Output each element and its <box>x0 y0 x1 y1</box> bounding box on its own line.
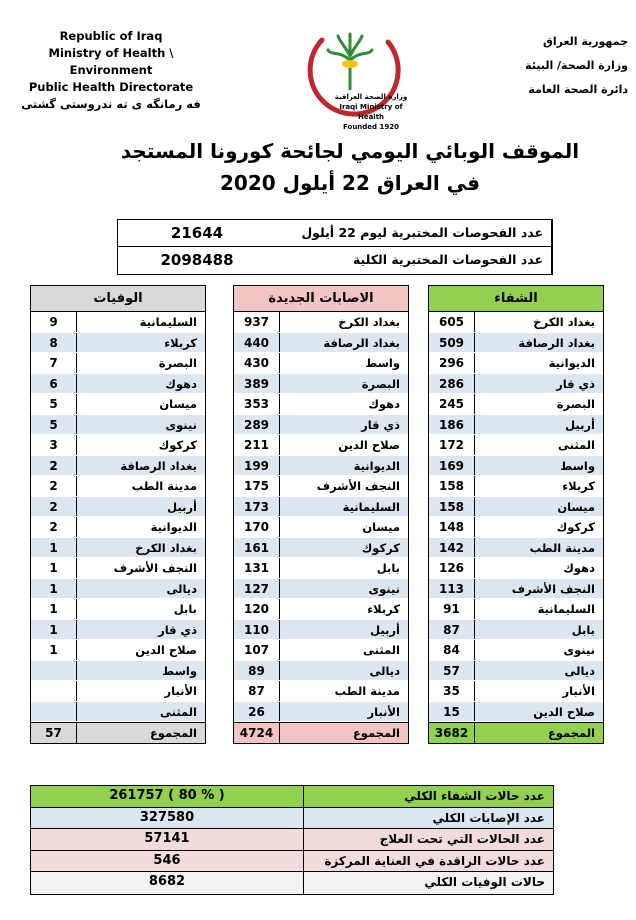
row-count: 937 <box>234 312 280 332</box>
title-line-1: الموقف الوبائي اليومي لجائحة كورونا المستجد <box>120 139 580 163</box>
row-governorate: النجف الأشرف <box>113 561 197 575</box>
header-line: Ministry of Health \ Environment <box>48 46 174 77</box>
row-governorate: نينوى <box>563 643 595 657</box>
table-row <box>31 517 205 538</box>
row-governorate: المثنى <box>558 438 595 452</box>
row-governorate: البصرة <box>556 397 595 411</box>
row-count: 173 <box>234 497 280 517</box>
summary-row <box>31 808 553 830</box>
table-row <box>234 620 408 641</box>
summary-row <box>31 829 553 851</box>
table-header: الشفاء <box>429 286 603 312</box>
table-row <box>429 558 603 579</box>
row-governorate: البصرة <box>158 356 197 370</box>
header-line: Public Health Directorate <box>28 80 194 94</box>
table-row <box>31 374 205 395</box>
row-count: 172 <box>429 435 475 455</box>
table-row <box>31 640 205 661</box>
table-row <box>234 333 408 354</box>
deaths-table <box>30 285 206 744</box>
row-governorate: واسط <box>560 458 595 473</box>
row-count: 158 <box>429 476 475 496</box>
table-header: الوفيات <box>31 286 205 312</box>
row-count: 211 <box>234 435 280 455</box>
table-row <box>31 476 205 497</box>
tests-table <box>117 219 553 275</box>
row-count: 440 <box>234 333 280 353</box>
row-governorate: الأنبار <box>367 704 400 719</box>
row-count: 2 <box>31 517 77 537</box>
row-governorate: ميسان <box>362 520 400 534</box>
table-row <box>31 435 205 456</box>
row-governorate: دهوك <box>563 561 595 575</box>
summary-value: 261757 ( 80 % ) <box>109 788 225 803</box>
row-count: 148 <box>429 517 475 537</box>
new-cases-table <box>233 285 409 744</box>
row-governorate: كركوك <box>361 540 400 555</box>
table-row <box>429 353 603 374</box>
row-governorate: مدينة الطب <box>131 479 197 493</box>
row-count: 87 <box>429 620 475 640</box>
table-row <box>31 620 205 641</box>
row-governorate: كركوك <box>556 520 595 534</box>
logo-caption-english: Iraqi Ministry of Health <box>339 103 403 121</box>
row-governorate: دهوك <box>165 376 197 391</box>
row-governorate: الأنبار <box>164 684 197 698</box>
table-row <box>429 538 603 559</box>
row-governorate: ميسان <box>159 397 197 411</box>
row-governorate: المثنى <box>160 704 197 719</box>
row-count: 1 <box>31 640 77 660</box>
table-row <box>234 702 408 723</box>
table-row <box>31 681 205 702</box>
row-governorate: بابل <box>376 561 400 575</box>
row-governorate: أربيل <box>370 622 400 637</box>
table-row <box>234 599 408 620</box>
tests-label: عدد الفحوصات المختبرية ليوم 22 أيلول <box>276 220 552 246</box>
row-count: 8 <box>31 333 77 353</box>
row-governorate: نينوى <box>165 417 197 432</box>
title-line-2: في العراق 22 أيلول 2020 <box>220 171 480 195</box>
table-row <box>429 394 603 415</box>
row-governorate: كربلاء <box>562 479 595 493</box>
table-row <box>429 620 603 641</box>
table-row <box>31 661 205 682</box>
row-governorate: أربيل <box>167 499 197 514</box>
tests-label: عدد الفحوصات المختبرية الكلية <box>276 247 552 274</box>
summary-label: عدد الحالات التي تحت العلاج <box>303 829 553 850</box>
total-label: المجموع <box>352 726 400 740</box>
row-governorate: ذي قار <box>361 417 400 432</box>
table-row <box>429 312 603 333</box>
row-count: 91 <box>429 599 475 619</box>
row-count: 35 <box>429 681 475 701</box>
table-row <box>31 415 205 436</box>
row-count: 1 <box>31 579 77 599</box>
header-english-block <box>6 28 216 113</box>
row-count: 3 <box>31 435 77 455</box>
table-row <box>429 476 603 497</box>
row-count: 84 <box>429 640 475 660</box>
table-row <box>429 435 603 456</box>
row-governorate: الديوانية <box>548 356 595 370</box>
summary-value: 8682 <box>148 874 186 889</box>
table-row <box>234 374 408 395</box>
row-count: 175 <box>234 476 280 496</box>
row-governorate: ديالى <box>166 581 197 596</box>
row-count: 161 <box>234 538 280 558</box>
row-count: 5 <box>31 415 77 435</box>
table-row <box>234 415 408 436</box>
table-row <box>31 599 205 620</box>
table-row <box>31 538 205 559</box>
table-row <box>429 599 603 620</box>
row-count: 1 <box>31 620 77 640</box>
table-row <box>31 579 205 600</box>
summary-value: 327580 <box>139 809 195 825</box>
row-governorate: الديوانية <box>150 520 197 534</box>
row-count: 120 <box>234 599 280 619</box>
row-governorate: مدينة الطب <box>334 684 400 698</box>
row-governorate: النجف الأشرف <box>511 581 595 596</box>
logo-caption-arabic: وزارة الصحة العراقية <box>334 93 408 101</box>
row-governorate: صلاح الدين <box>338 438 400 452</box>
header-line: وزارة الصحة/ البيئة <box>525 59 628 72</box>
row-governorate: ديالى <box>369 663 400 678</box>
table-row <box>234 394 408 415</box>
table-row <box>429 333 603 354</box>
row-count <box>31 681 77 701</box>
table-row <box>31 497 205 518</box>
table-row <box>234 661 408 682</box>
header-line: Republic of Iraq <box>59 29 163 43</box>
row-governorate: بغداد الرصافة <box>120 458 197 473</box>
row-count: 1 <box>31 599 77 619</box>
row-governorate: السليمانية <box>537 602 595 616</box>
row-count: 126 <box>429 558 475 578</box>
table-row <box>234 497 408 518</box>
row-count: 430 <box>234 353 280 373</box>
row-count: 158 <box>429 497 475 517</box>
table-row <box>234 456 408 477</box>
row-governorate: أربيل <box>565 417 595 432</box>
table-row <box>234 538 408 559</box>
table-row <box>31 312 205 333</box>
row-count: 7 <box>31 353 77 373</box>
table-row <box>429 415 603 436</box>
summary-table <box>30 785 554 895</box>
row-count: 1 <box>31 558 77 578</box>
table-row <box>429 681 603 702</box>
summary-row <box>31 786 553 808</box>
summary-value: 546 <box>153 852 181 868</box>
row-count: 296 <box>429 353 475 373</box>
summary-label: عدد حالات الراقدة في العناية المركزة <box>303 851 553 872</box>
summary-label: عدد الإصابات الكلي <box>303 808 553 829</box>
table-row <box>234 681 408 702</box>
summary-label: حالات الوفيات الكلي <box>303 872 553 894</box>
row-count: 186 <box>429 415 475 435</box>
summary-label: عدد حالات الشفاء الكلي <box>303 786 553 807</box>
total-label: المجموع <box>149 726 197 740</box>
row-governorate: بابل <box>571 622 595 637</box>
table-row <box>234 435 408 456</box>
row-count: 15 <box>429 702 475 722</box>
table-row <box>234 558 408 579</box>
row-governorate: ميسان <box>557 499 595 514</box>
table-row <box>234 312 408 333</box>
row-count: 57 <box>429 661 475 681</box>
row-count: 89 <box>234 661 280 681</box>
table-row <box>234 579 408 600</box>
row-count: 127 <box>234 579 280 599</box>
row-governorate: البصرة <box>361 376 400 391</box>
table-row <box>31 394 205 415</box>
table-total-row <box>429 722 603 743</box>
row-count <box>31 702 77 722</box>
tests-row-total <box>118 247 552 274</box>
table-row <box>429 517 603 538</box>
row-count: 87 <box>234 681 280 701</box>
row-count: 169 <box>429 456 475 476</box>
table-row <box>234 640 408 661</box>
total-count: 3682 <box>429 723 475 743</box>
table-row <box>234 353 408 374</box>
row-governorate: بغداد الكرخ <box>338 315 400 329</box>
row-count: 1 <box>31 538 77 558</box>
table-row <box>429 702 603 723</box>
row-count: 113 <box>429 579 475 599</box>
row-governorate: مدينة الطب <box>529 540 595 555</box>
header-line: فه رمانگه ى ته ندروستى گشتى <box>21 97 201 111</box>
table-row <box>429 640 603 661</box>
row-count: 286 <box>429 374 475 394</box>
summary-value: 57141 <box>144 831 190 846</box>
recoveries-table <box>428 285 604 744</box>
logo-caption-founded: Founded 1920 <box>343 123 399 131</box>
row-governorate: النجف الأشرف <box>316 479 400 493</box>
header-arabic-block <box>488 30 628 102</box>
header-line: دائرة الصحة العامة <box>528 83 628 96</box>
total-label: المجموع <box>547 726 595 740</box>
table-row <box>31 558 205 579</box>
row-governorate: المثنى <box>363 643 400 657</box>
row-count: 170 <box>234 517 280 537</box>
row-count: 353 <box>234 394 280 414</box>
table-row <box>31 353 205 374</box>
row-count: 131 <box>234 558 280 578</box>
row-governorate: بغداد الرصافة <box>518 335 595 350</box>
row-governorate: كركوك <box>158 438 197 452</box>
row-count: 110 <box>234 620 280 640</box>
row-governorate: واسط <box>365 356 400 370</box>
total-count: 57 <box>31 723 77 743</box>
row-governorate: دهوك <box>368 397 400 411</box>
header-line: جمهورية العراق <box>543 35 628 48</box>
row-governorate: ذي قار <box>158 622 197 637</box>
table-row <box>234 476 408 497</box>
table-row <box>429 374 603 395</box>
row-governorate: الأنبار <box>562 684 595 698</box>
table-total-row <box>31 722 205 743</box>
row-governorate: بغداد الكرخ <box>135 540 197 555</box>
table-total-row <box>234 722 408 743</box>
row-governorate: السليمانية <box>342 499 400 514</box>
row-count: 2 <box>31 456 77 476</box>
row-governorate: ديالى <box>564 663 595 678</box>
row-count: 199 <box>234 456 280 476</box>
row-governorate: بغداد الكرخ <box>533 315 595 329</box>
table-row <box>429 497 603 518</box>
logo-caption <box>326 92 416 132</box>
row-count: 2 <box>31 497 77 517</box>
table-header: الاصابات الجديدة <box>234 286 408 312</box>
row-governorate: كربلاء <box>164 335 197 350</box>
tests-row-daily <box>118 220 552 247</box>
table-row <box>429 661 603 682</box>
row-governorate: صلاح الدين <box>135 643 197 657</box>
row-count: 9 <box>31 312 77 332</box>
summary-row <box>31 872 553 894</box>
row-governorate: الديوانية <box>353 458 400 473</box>
tests-value: 21644 <box>170 224 224 242</box>
row-count: 107 <box>234 640 280 660</box>
page-title <box>100 135 600 199</box>
tests-value: 2098488 <box>160 251 234 269</box>
row-count: 605 <box>429 312 475 332</box>
row-count: 6 <box>31 374 77 394</box>
row-governorate: بغداد الرصافة <box>323 335 400 350</box>
table-row <box>31 333 205 354</box>
row-governorate: بابل <box>173 602 197 616</box>
table-row <box>429 456 603 477</box>
row-governorate: صلاح الدين <box>533 704 595 719</box>
table-row <box>31 456 205 477</box>
row-governorate: واسط <box>162 663 197 678</box>
row-governorate: ذي قار <box>556 376 595 391</box>
row-count: 245 <box>429 394 475 414</box>
row-count: 26 <box>234 702 280 722</box>
table-row <box>234 517 408 538</box>
row-count: 289 <box>234 415 280 435</box>
row-governorate: نينوى <box>368 581 400 596</box>
row-count: 2 <box>31 476 77 496</box>
table-row <box>429 579 603 600</box>
total-count: 4724 <box>234 723 280 743</box>
table-row <box>31 702 205 723</box>
row-count: 389 <box>234 374 280 394</box>
row-governorate: السليمانية <box>139 315 197 329</box>
row-count: 142 <box>429 538 475 558</box>
row-count: 509 <box>429 333 475 353</box>
row-count: 5 <box>31 394 77 414</box>
row-governorate: كربلاء <box>367 602 400 616</box>
row-count <box>31 661 77 681</box>
summary-row <box>31 851 553 873</box>
